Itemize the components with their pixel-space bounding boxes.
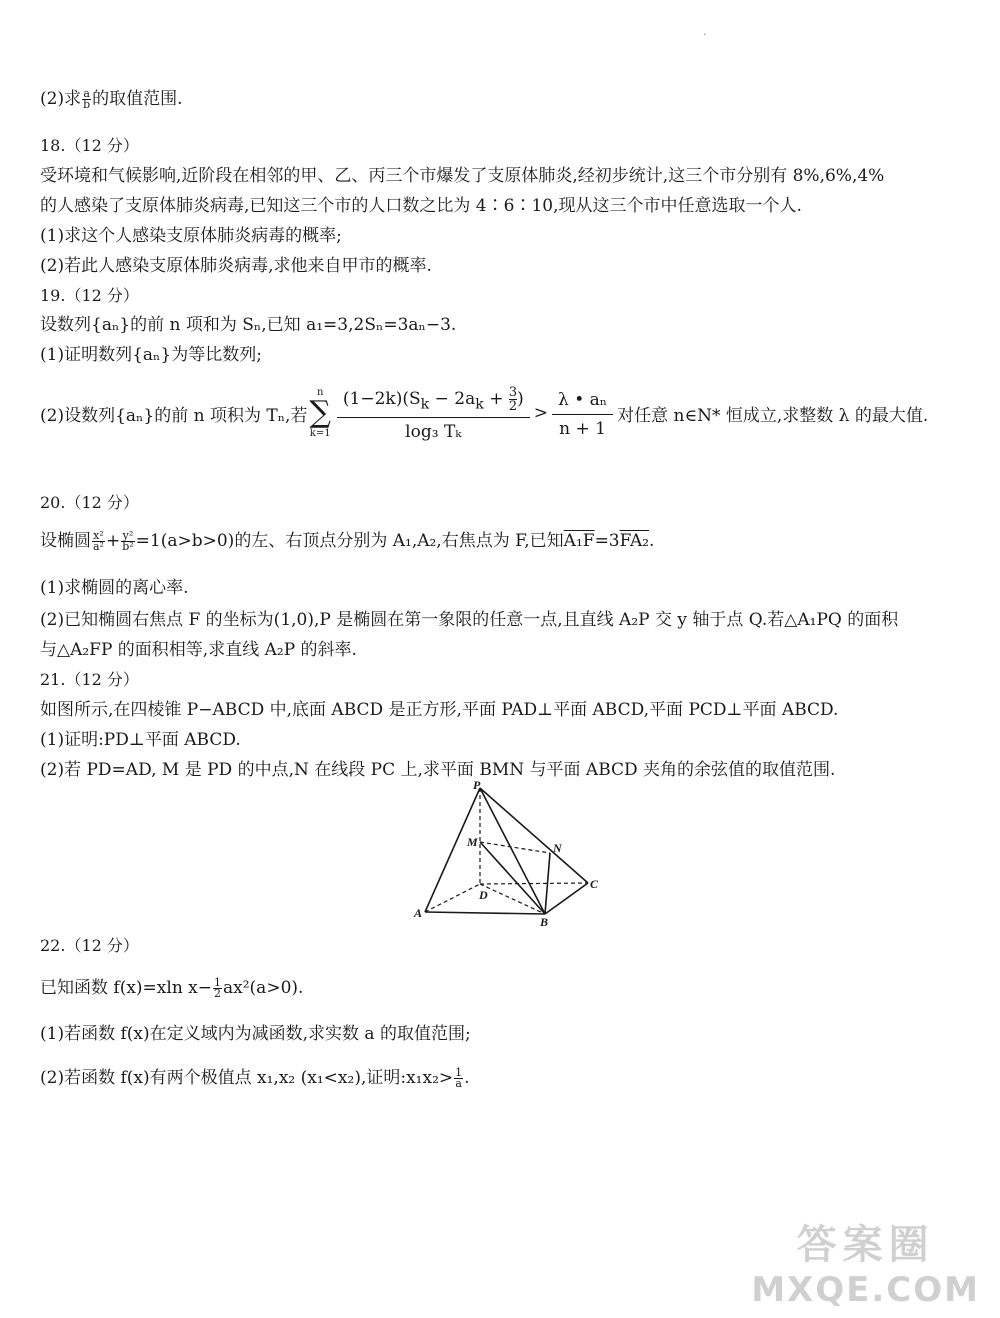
edge-pb <box>480 788 545 914</box>
vector-fa2: FA₂ <box>619 531 650 551</box>
edge-dc <box>480 883 588 884</box>
one-over-a-num: 1 <box>455 1066 463 1079</box>
one-half-num: 1 <box>214 976 222 989</box>
num-part-a: (1−2k)(S <box>342 389 421 409</box>
q19-body: 设数列{aₙ}的前 n 项和为 Sₙ,已知 a₁=3,2Sₙ=3aₙ−3. <box>40 315 457 335</box>
num-part-c: − 2a <box>429 389 476 409</box>
q19-main-frac-denominator: log₃ Tₖ <box>405 422 462 442</box>
q22-body <box>40 977 303 999</box>
one-over-a-den: a <box>455 1077 462 1090</box>
q22-part1: (1)若函数 f(x)在定义域内为减函数,求实数 a 的取值范围; <box>40 1024 471 1044</box>
q22-body-a: 已知函数 f(x)=xln x− <box>40 978 213 998</box>
label-p: P <box>473 780 481 792</box>
q19-part2 <box>40 384 928 442</box>
three-halves-den: 2 <box>508 399 518 414</box>
edge-mn <box>480 842 550 853</box>
sigma-upper-limit: n <box>316 387 324 398</box>
q21-part2: (2)若 PD=AD, M 是 PD 的中点,N 在线段 PC 上,求平面 BMN 与平面 ABCD 夹角的余弦值的取值范围. <box>40 760 836 780</box>
edge-db <box>480 884 545 914</box>
edge-pa <box>425 788 480 912</box>
num-sub-k1: k <box>420 396 430 413</box>
greater-than-sign: > <box>533 403 549 423</box>
label-c: C <box>590 877 599 891</box>
plus-sign: + <box>105 531 121 551</box>
q17-part2-text-a: (2)求 <box>40 89 82 109</box>
q22-heading: 22.（12 分） <box>40 936 139 955</box>
y2-num: y² <box>122 529 134 542</box>
edge-pc <box>480 788 588 883</box>
sigma-sum <box>309 387 330 439</box>
sigma-lower-limit: k=1 <box>309 428 331 439</box>
q19-part2-text-b: 对任意 n∈N* 恒成立,求整数 λ 的最大值. <box>617 405 929 426</box>
q19-main-fraction <box>337 384 530 442</box>
q17-fraction <box>82 89 91 110</box>
q20-body-a: 设椭圆 <box>40 531 91 551</box>
q18-part2: (2)若此人感染支原体肺炎病毒,求他来自甲市的概率. <box>40 256 432 276</box>
edge-ab <box>425 912 545 914</box>
q17-part2 <box>40 88 183 110</box>
q17-part2-text-b: 的取值范围. <box>92 89 183 109</box>
three-halves-num: 3 <box>508 385 518 400</box>
q19-lambda-fraction <box>552 388 613 439</box>
x2-over-a2 <box>92 531 105 552</box>
q20-period: . <box>649 531 655 551</box>
label-a: A <box>414 906 423 920</box>
lambda-frac-denominator: n + 1 <box>559 418 606 439</box>
y2-over-b2 <box>121 531 134 552</box>
sigma-icon: ∑ <box>309 395 331 430</box>
q19-part1: (1)证明数列{aₙ}为等比数列; <box>40 345 262 365</box>
x2-num: x² <box>93 529 104 542</box>
watermark-logo <box>751 1213 980 1310</box>
label-n: N <box>553 841 562 855</box>
pyramid-diagram <box>410 780 630 930</box>
q19-part2-text-a: (2)设数列{aₙ}的前 n 项积为 Tₙ,若 <box>40 405 308 426</box>
edge-ad <box>425 884 480 912</box>
equals-three: =3 <box>594 531 620 551</box>
q20-heading: 20.（12 分） <box>40 493 139 512</box>
q20-part1: (1)求椭圆的离心率. <box>40 578 189 598</box>
one-half <box>213 978 222 999</box>
num-close-paren: ) <box>517 389 524 409</box>
label-d: D <box>479 888 488 902</box>
a2-den: a² <box>93 540 104 553</box>
q20-part2-line1: (2)已知椭圆右焦点 F 的坐标为(1,0),P 是椭圆在第一象限的任意一点,且直线 A₂P 交 y 轴于点 Q.若△A₁PQ 的面积 <box>40 610 899 630</box>
q22-part2-period: . <box>464 1068 470 1088</box>
q21-heading: 21.（12 分） <box>40 670 139 689</box>
three-halves <box>509 386 517 413</box>
num-sub-k2: k <box>475 396 484 413</box>
q20-part2-line2: 与△A₂FP 的面积相等,求直线 A₂P 的斜率. <box>40 640 357 660</box>
lambda-frac-numerator: λ • aₙ <box>552 388 613 415</box>
num-plus: + <box>483 389 509 409</box>
edge-bc <box>545 883 588 914</box>
q21-body: 如图所示,在四棱锥 P−ABCD 中,底面 ABCD 是正方形,平面 PAD⊥平面 ABCD,平面 PCD⊥平面 ABCD. <box>40 700 839 720</box>
q22-body-b: ax²(a>0). <box>223 978 304 998</box>
one-over-a <box>454 1068 463 1089</box>
q18-heading: 18.（12 分） <box>40 136 139 155</box>
q20-body <box>40 530 654 552</box>
q22-part2 <box>40 1067 470 1089</box>
q18-body-line1: 受环境和气候影响,近阶段在相邻的甲、乙、丙三个市爆发了支原体肺炎,经初步统计,这三个市分别有 8%,6%,4% <box>40 166 885 186</box>
page-dot: · <box>703 30 707 41</box>
q22-part2-text-a: (2)若函数 f(x)有两个极值点 x₁,x₂ (x₁<x₂),证明:x₁x₂> <box>40 1068 454 1088</box>
q18-part1: (1)求这个人感染支原体肺炎病毒的概率; <box>40 226 342 246</box>
q19-heading: 19.（12 分） <box>40 286 139 305</box>
label-m: M <box>467 835 478 849</box>
label-b: B <box>540 915 549 929</box>
q17-frac-den: b <box>83 98 91 111</box>
edge-mb <box>480 842 545 914</box>
vector-a1f: A₁F <box>563 531 595 551</box>
watermark-line2: MXQE.COM <box>751 1270 980 1310</box>
q19-main-frac-numerator <box>337 384 530 418</box>
b2-den: b² <box>122 540 134 553</box>
watermark-line1: 答案圈 <box>796 1222 935 1268</box>
q20-body-b: =1(a>b>0)的左、右顶点分别为 A₁,A₂,右焦点为 F,已知 <box>135 531 564 551</box>
q21-part1: (1)证明:PD⊥平面 ABCD. <box>40 730 241 750</box>
one-half-den: 2 <box>214 987 222 1000</box>
q18-body-line2: 的人感染了支原体肺炎病毒,已知这三个市的人口数之比为 4∶6∶10,现从这三个市中任意选取一个人. <box>40 196 802 216</box>
q17-frac-num: a <box>83 87 90 100</box>
